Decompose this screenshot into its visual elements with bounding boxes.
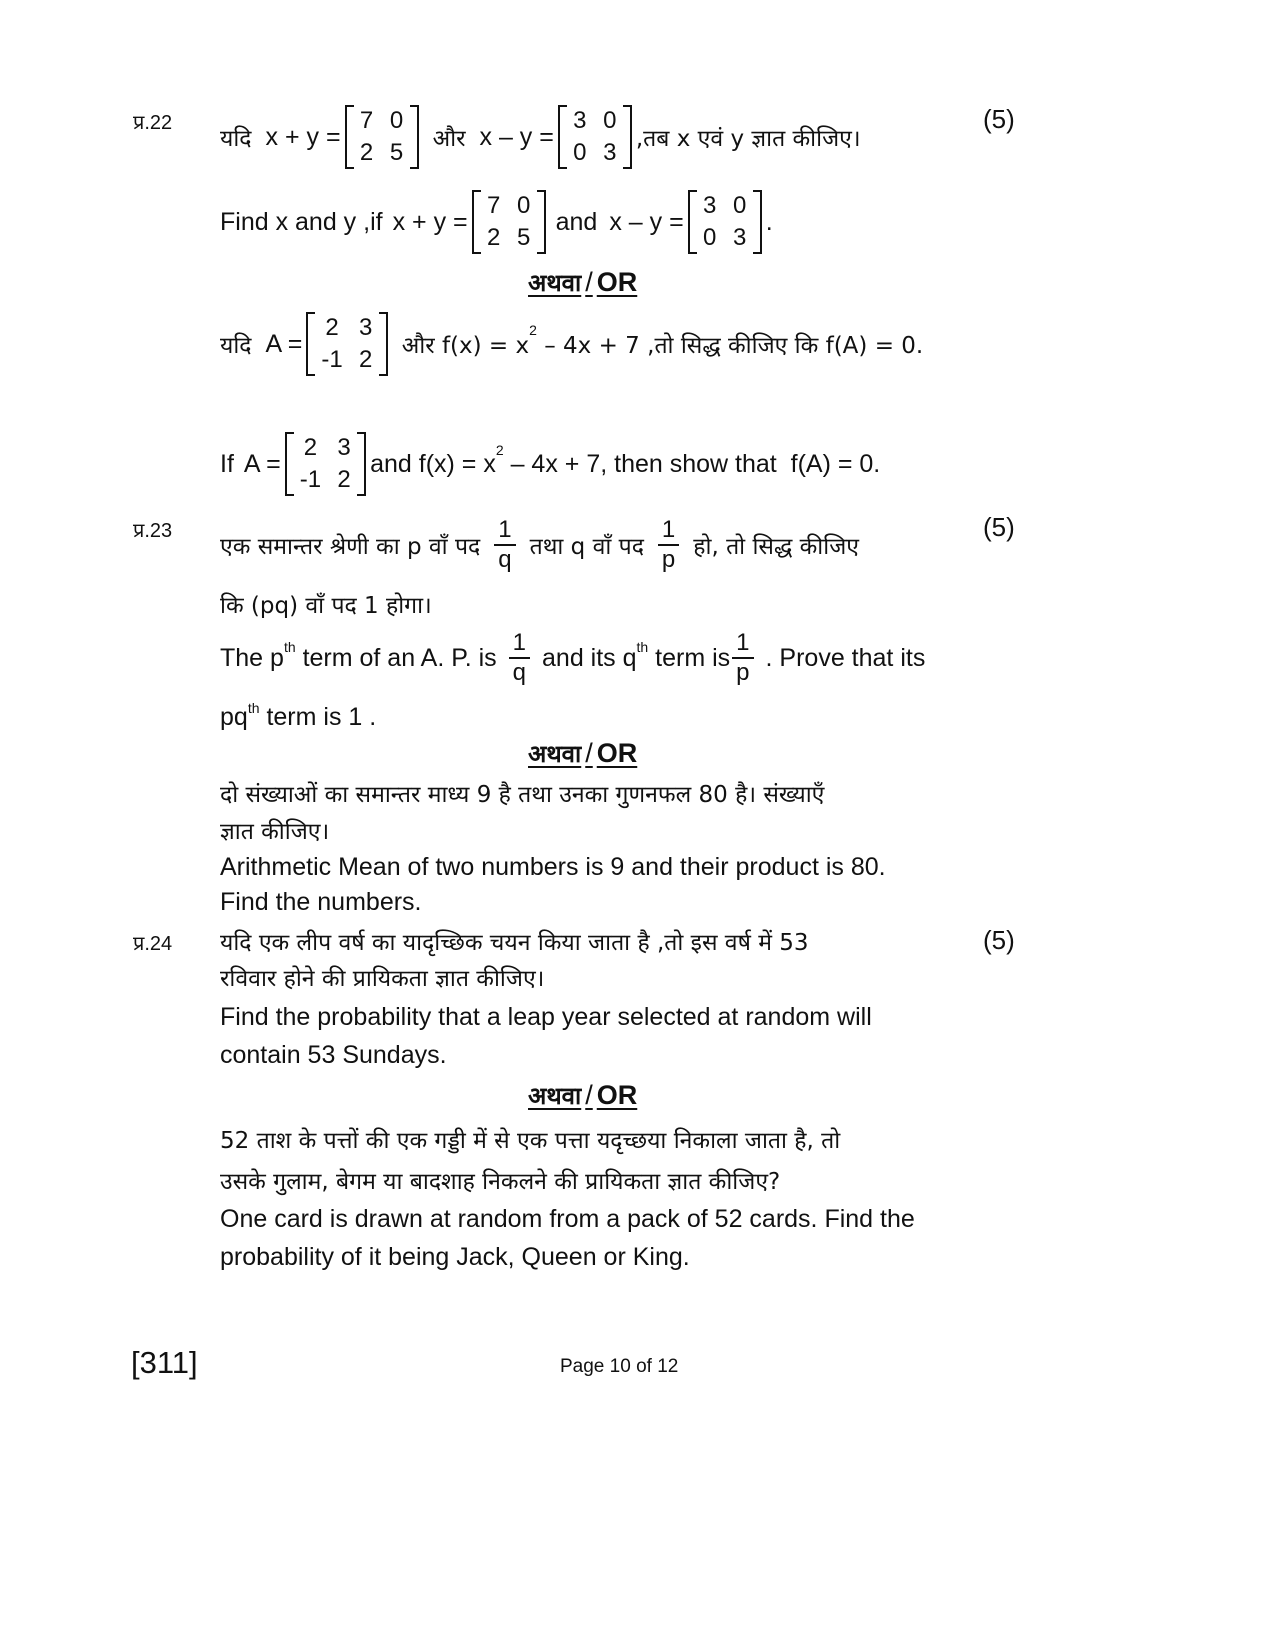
fraction bbox=[732, 629, 753, 687]
q24-alt-hindi-line1: 52 ताश के पत्तों की एक गड्डी में से एक पत्ता यदृच्छया निकाला जाता है, तो bbox=[220, 1128, 841, 1154]
or-english: OR bbox=[596, 267, 638, 297]
text: ,तब x एवं y ज्ञात कीजिए। bbox=[635, 126, 861, 152]
matrix bbox=[558, 105, 632, 169]
text: . Prove that its bbox=[765, 643, 926, 672]
marks-label: (5) bbox=[983, 512, 1015, 542]
text: हो, तो सिद्ध कीजिए bbox=[693, 534, 860, 560]
text: यदि bbox=[220, 126, 252, 152]
matrix-cell: 0 bbox=[603, 107, 617, 134]
fraction bbox=[494, 516, 515, 574]
denominator: q bbox=[512, 659, 527, 686]
q23-alt-english-line1: Arithmetic Mean of two numbers is 9 and their product is 80. bbox=[220, 853, 886, 881]
q23-alt-hindi-line1: दो संख्याओं का समान्तर माध्य 9 है तथा उनका गुणनफल 80 है। संख्याएँ bbox=[220, 782, 825, 808]
superscript: th bbox=[636, 639, 649, 655]
q22-alt-english-line bbox=[220, 428, 880, 500]
q24-english-line2: contain 53 Sundays. bbox=[220, 1041, 447, 1069]
text: एक समान्तर श्रेणी का p वाँ पद bbox=[220, 534, 481, 560]
or-separator bbox=[528, 1079, 637, 1112]
q23-hindi-line bbox=[220, 512, 859, 578]
denominator: q bbox=[498, 546, 512, 573]
matrix-cell: 7 bbox=[359, 107, 374, 134]
q23-english-line bbox=[220, 625, 925, 691]
q22-alt-hindi-line bbox=[220, 308, 923, 380]
paper-code: [311] bbox=[131, 1345, 198, 1380]
or-separator bbox=[528, 266, 637, 299]
numerator: 1 bbox=[494, 516, 515, 546]
matrix-cell: 3 bbox=[703, 192, 717, 219]
matrix-cell: 0 bbox=[573, 139, 587, 166]
text: and its q bbox=[542, 643, 637, 672]
text: If bbox=[220, 449, 234, 478]
q23-english-line2 bbox=[220, 700, 376, 734]
numerator: 1 bbox=[732, 629, 753, 659]
text: term of an A. P. is bbox=[295, 643, 497, 672]
or-hindi: अथवा bbox=[528, 269, 582, 297]
matrix-cell: 5 bbox=[389, 139, 404, 166]
matrix-cell: 3 bbox=[733, 224, 747, 251]
matrix-cell: 2 bbox=[359, 139, 374, 166]
matrix-cell: 3 bbox=[359, 314, 373, 341]
numerator: 1 bbox=[658, 516, 679, 546]
text: – 4x + 7, then show that f(A) = 0. bbox=[503, 449, 881, 478]
text: The p bbox=[220, 643, 284, 672]
matrix-cell: 0 bbox=[516, 192, 531, 219]
q24-alt-hindi-line2: उसके गुलाम, बेगम या बादशाह निकलने की प्रायिकता ज्ञात कीजिए? bbox=[220, 1169, 781, 1195]
matrix-cell: 0 bbox=[703, 224, 717, 251]
fraction bbox=[509, 629, 530, 687]
q24-hindi-line1: यदि एक लीप वर्ष का यादृच्छिक चयन किया जाता है ,तो इस वर्ष में 53 bbox=[220, 930, 809, 956]
text: and bbox=[555, 207, 598, 236]
matrix-cell: -1 bbox=[299, 466, 322, 493]
superscript: th bbox=[283, 639, 296, 655]
superscript: th bbox=[247, 700, 260, 716]
matrix-cell: 5 bbox=[516, 224, 531, 251]
or-hindi: अथवा bbox=[528, 740, 582, 768]
text: और bbox=[432, 126, 466, 152]
matrix-cell: 0 bbox=[733, 192, 747, 219]
exponent: 2 bbox=[529, 322, 537, 338]
matrix-cell: 2 bbox=[359, 346, 373, 373]
text: pq bbox=[220, 702, 248, 731]
matrix-cell: 3 bbox=[573, 107, 587, 134]
matrix bbox=[472, 190, 546, 254]
text: यदि bbox=[220, 333, 252, 359]
q24-alt-english-line1: One card is drawn at random from a pack of 52 cards. Find the bbox=[220, 1205, 915, 1233]
text: . bbox=[765, 207, 773, 236]
numerator: 1 bbox=[509, 629, 530, 659]
q23-alt-hindi-line2: ज्ञात कीजिए। bbox=[220, 819, 330, 845]
fraction bbox=[658, 516, 679, 574]
matrix-cell: 2 bbox=[486, 224, 501, 251]
or-separator bbox=[528, 737, 637, 770]
math-text: x – y = bbox=[609, 207, 684, 236]
matrix bbox=[345, 105, 419, 169]
matrix-cell: 3 bbox=[603, 139, 617, 166]
q24-hindi-line2: रविवार होने की प्रायिकता ज्ञात कीजिए। bbox=[220, 966, 545, 992]
text: तथा q वाँ पद bbox=[529, 534, 644, 560]
denominator: p bbox=[736, 659, 750, 686]
matrix bbox=[285, 432, 366, 496]
matrix-cell: 3 bbox=[337, 434, 351, 461]
q24-english-line1: Find the probability that a leap year selected at random will bbox=[220, 1003, 872, 1031]
denominator: p bbox=[661, 546, 676, 573]
or-slash: / bbox=[585, 1080, 593, 1110]
text: and f(x) = x bbox=[370, 449, 496, 478]
exponent: 2 bbox=[495, 442, 504, 458]
or-english: OR bbox=[596, 738, 638, 768]
matrix bbox=[306, 312, 387, 376]
matrix-cell: 2 bbox=[303, 434, 318, 461]
q22-hindi-line bbox=[220, 102, 861, 172]
text: – 4x + 7 ,तो सिद्ध कीजिए कि f(A) = 0. bbox=[536, 333, 924, 359]
matrix-cell: 7 bbox=[486, 192, 501, 219]
or-hindi: अथवा bbox=[528, 1082, 582, 1110]
question-number: प्र.23 bbox=[133, 520, 173, 542]
math-text: x + y = bbox=[392, 207, 468, 236]
q23-alt-english-line2: Find the numbers. bbox=[220, 888, 422, 916]
page-number: Page 10 of 12 bbox=[560, 1356, 679, 1377]
matrix-cell: 0 bbox=[389, 107, 404, 134]
matrix bbox=[688, 190, 762, 254]
text: term is 1 . bbox=[259, 702, 377, 731]
text: term is bbox=[648, 643, 731, 672]
q23-hindi-line2: कि (pq) वाँ पद 1 होगा। bbox=[220, 593, 432, 619]
math-text: x + y = bbox=[265, 122, 341, 151]
math-text: A = bbox=[243, 449, 281, 478]
matrix-cell: 2 bbox=[337, 466, 351, 493]
or-english: OR bbox=[596, 1080, 638, 1110]
text: Find x and y ,if bbox=[220, 207, 383, 236]
text: और f(x) = x bbox=[401, 333, 530, 359]
q24-alt-english-line2: probability of it being Jack, Queen or King. bbox=[220, 1243, 690, 1271]
or-slash: / bbox=[585, 267, 593, 297]
question-number: प्र.24 bbox=[133, 933, 173, 955]
matrix-cell: -1 bbox=[321, 346, 343, 373]
or-slash: / bbox=[585, 738, 593, 768]
math-text: A = bbox=[265, 329, 303, 358]
matrix-cell: 2 bbox=[325, 314, 339, 341]
math-text: x – y = bbox=[479, 122, 554, 151]
marks-label: (5) bbox=[983, 104, 1015, 134]
marks-label: (5) bbox=[983, 925, 1015, 955]
q22-english-line bbox=[220, 187, 773, 257]
question-number: प्र.22 bbox=[133, 112, 173, 134]
